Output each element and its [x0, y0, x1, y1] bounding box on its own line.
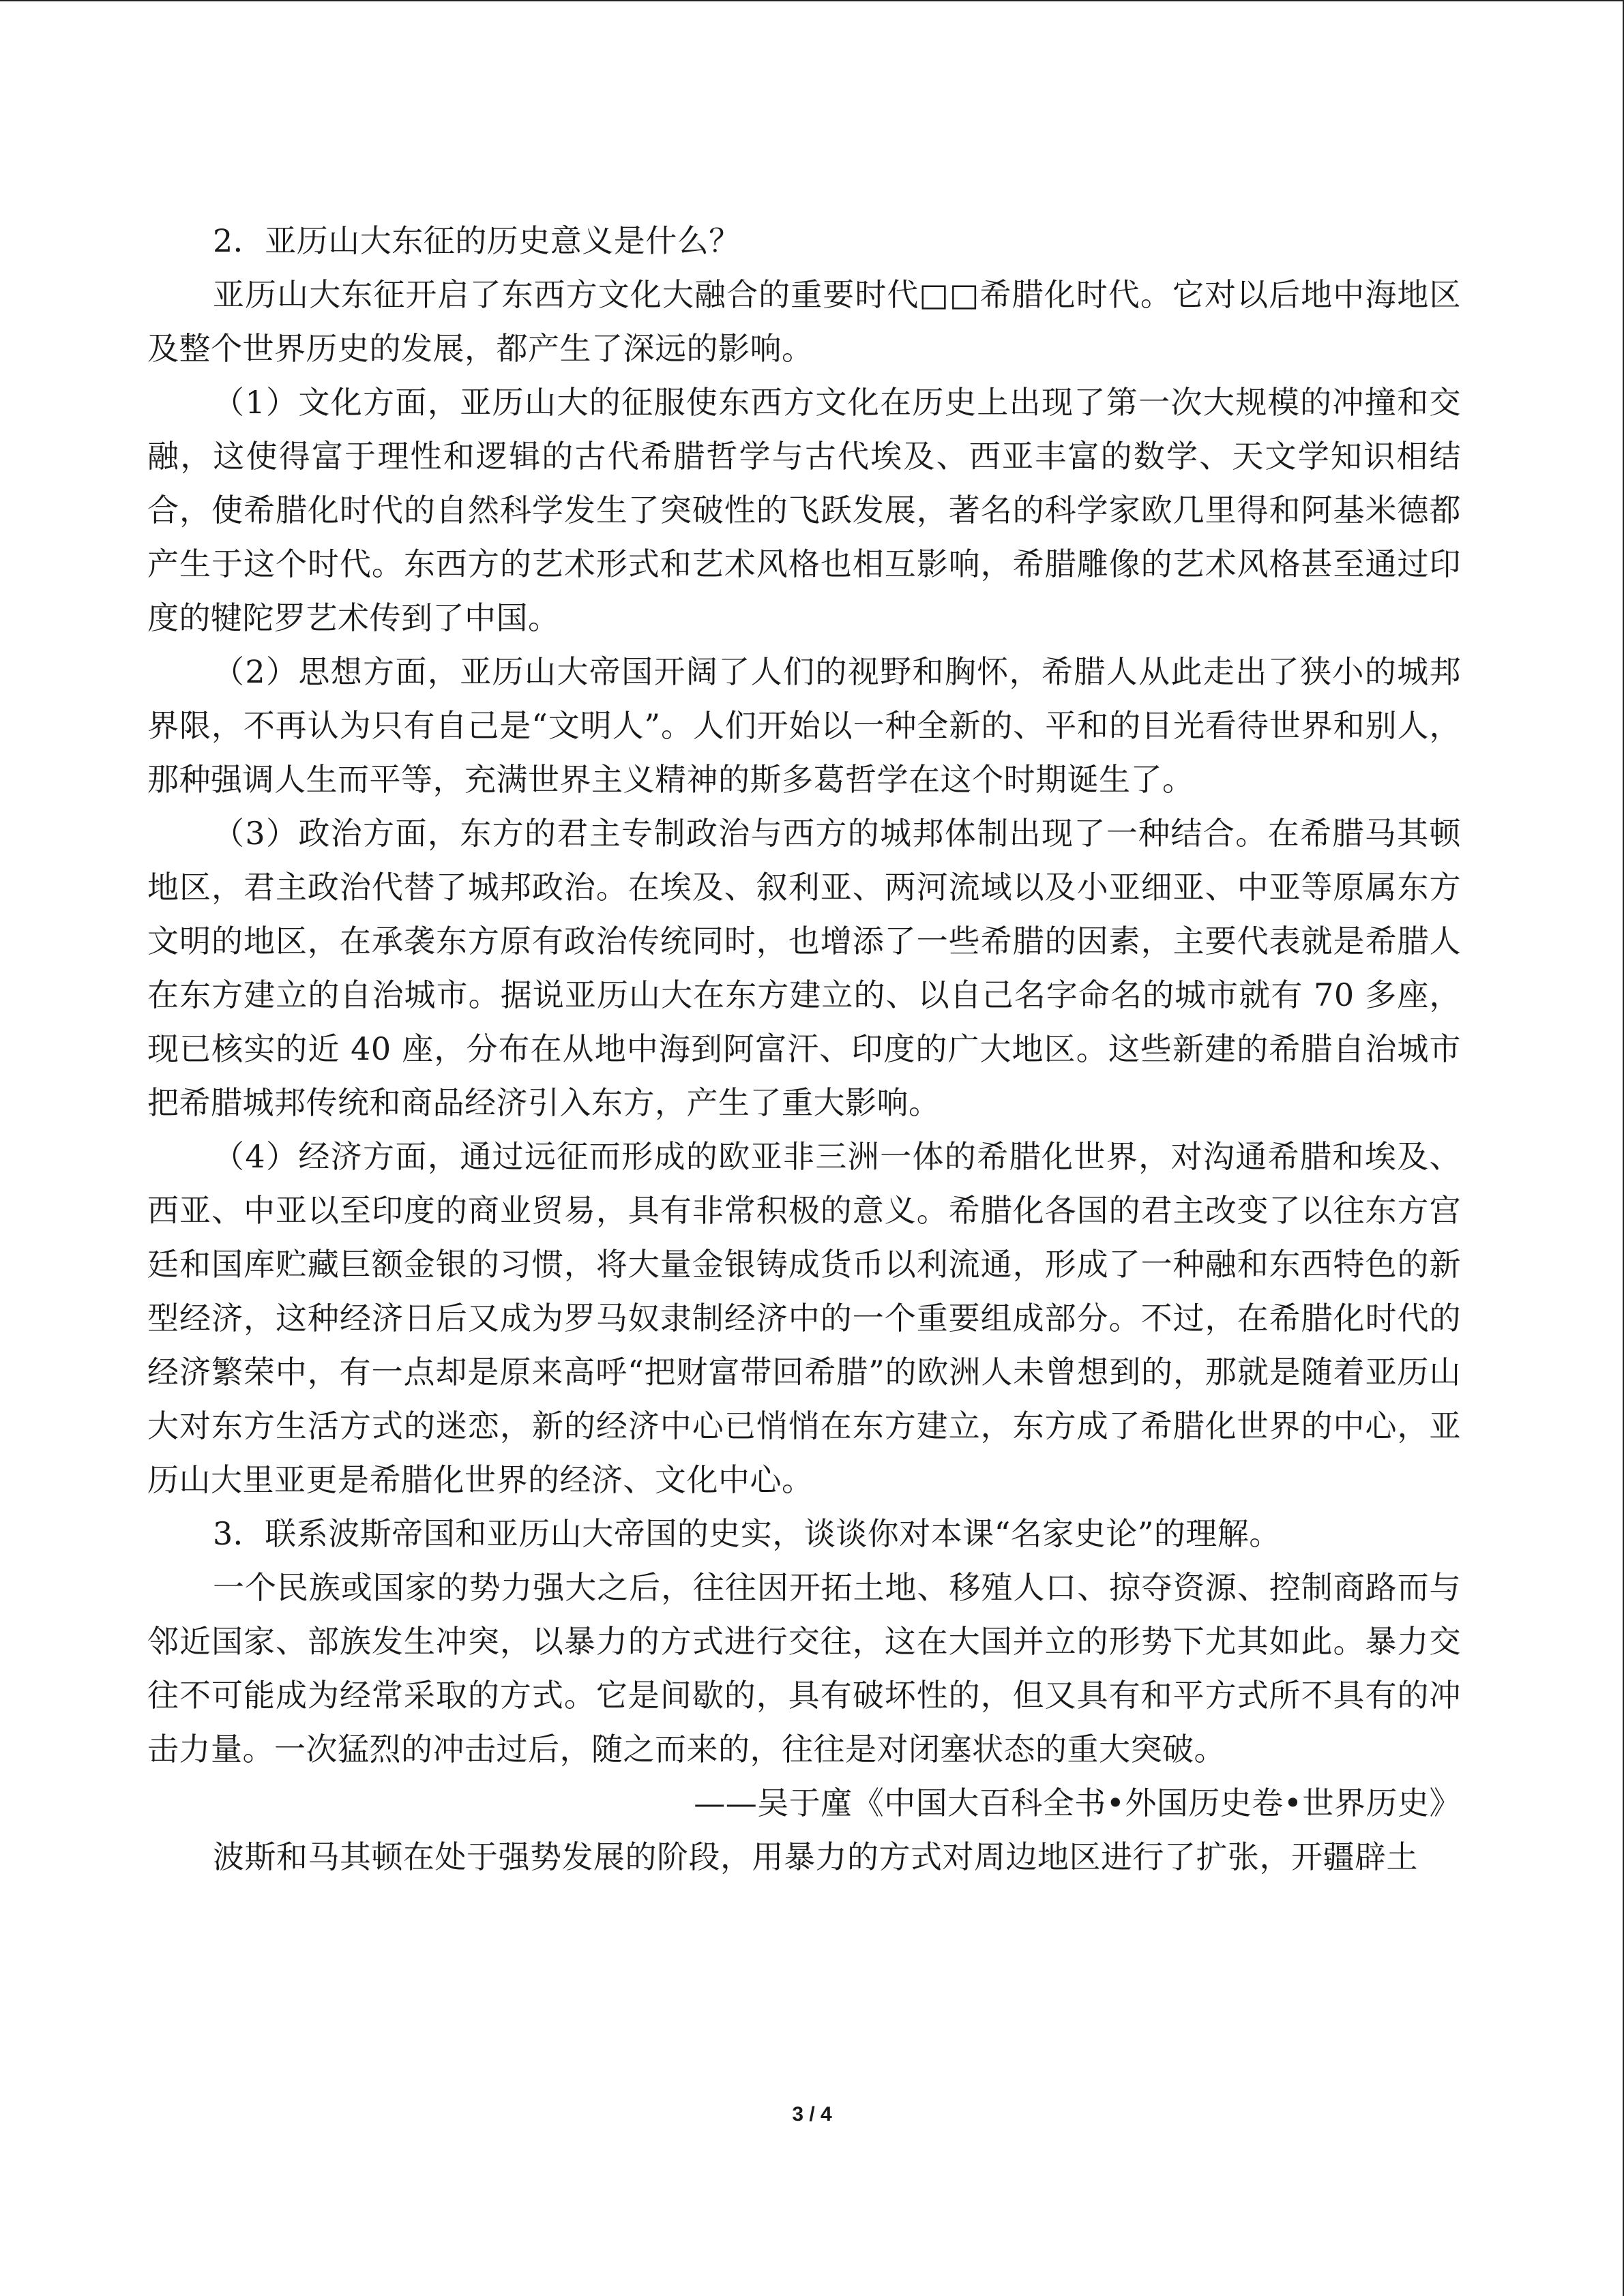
economy-paragraph: （4）经济方面，通过远征而形成的欧亚非三洲一体的希腊化世界，对沟通希腊和埃及、西亚、中亚以至印度的商业贸易，具有非常积极的意义。希腊化各国的君主改变了以往东方宫廷和国库贮藏巨额金银的习惯，将大量金银铸成货币以利流通，形成了一种融和东西特色的新型经济，这种经济日后又成为罗马奴隶制经济中的一个重要组成部分。不过，在希腊化时代的经济繁荣中，有一点却是原来高呼“把财富带回希腊”的欧洲人未曾想到的，那就是随着亚历山大对东方生活方式的迷恋，新的经济中心已悄悄在东方建立，东方成了希腊化世界的中心，亚历山大里亚更是希腊化世界的经济、文化中心。	[147, 1138, 1461, 1498]
page-border-top	[0, 0, 1624, 1]
quotation-citation: ——吴于廑《中国大百科全书•外国历史卷•世界历史》	[694, 1785, 1461, 1821]
question-3-heading: 3．联系波斯帝国和亚历山大帝国的史实，谈谈你对本课“名家史论”的理解。	[213, 1515, 1281, 1552]
question-2-heading: 2．亚历山大东征的历史意义是什么？	[213, 222, 741, 259]
document-body	[147, 214, 1461, 1884]
thought-paragraph: （2）思想方面，亚历山大帝国开阔了人们的视野和胸怀，希腊人从此走出了狭小的城邦界限，不再认为只有自己是“文明人”。人们开始以一种全新的、平和的目光看待世界和别人，那种强调人生而平等，充满世界主义精神的斯多葛哲学在这个时期诞生了。	[147, 653, 1461, 798]
page-number: 3 / 4	[792, 2103, 832, 2126]
politics-paragraph: （3）政治方面，东方的君主专制政治与西方的城邦体制出现了一种结合。在希腊马其顿地区，君主政治代替了城邦政治。在埃及、叙利亚、两河流域以及小亚细亚、中亚等原属东方文明的地区，在承袭东方原有政治传统同时，也增添了一些希腊的因素，主要代表就是希腊人在东方建立的自治城市。据说亚历山大在东方建立的、以自己名字命名的城市就有 70 多座，现已核实的近 40 座，分布在从地中海到阿富汗、印度的广大地区。这些新建的希腊自治城市把希腊城邦传统和商品经济引入东方，产生了重大影响。	[147, 815, 1461, 1121]
answer-3-paragraph: 波斯和马其顿在处于强势发展的阶段，用暴力的方式对周边地区进行了扩张，开疆辟土	[213, 1838, 1418, 1875]
culture-paragraph: （1）文化方面，亚历山大的征服使东西方文化在历史上出现了第一次大规模的冲撞和交融，这使得富于理性和逻辑的古代希腊哲学与古代埃及、西亚丰富的数学、天文学知识相结合，使希腊化时代的自然科学发生了突破性的飞跃发展，著名的科学家欧几里得和阿基米德都产生于这个时代。东西方的艺术形式和艺术风格也相互影响，希腊雕像的艺术风格甚至通过印度的犍陀罗艺术传到了中国。	[147, 384, 1461, 636]
answer-intro-paragraph: 亚历山大东征开启了东西方文化大融合的重要时代□□希腊化时代。它对以后地中海地区及整个世界历史的发展，都产生了深远的影响。	[147, 276, 1461, 367]
quotation-paragraph: 一个民族或国家的势力强大之后，往往因开拓土地、移殖人口、掠夺资源、控制商路而与邻近国家、部族发生冲突，以暴力的方式进行交往，这在大国并立的形势下尤其如此。暴力交往不可能成为经常采取的方式。它是间歇的，具有破坏性的，但又具有和平方式所不具有的冲击力量。一次猛烈的冲击过后，随之而来的，往往是对闭塞状态的重大突破。	[147, 1569, 1461, 1768]
